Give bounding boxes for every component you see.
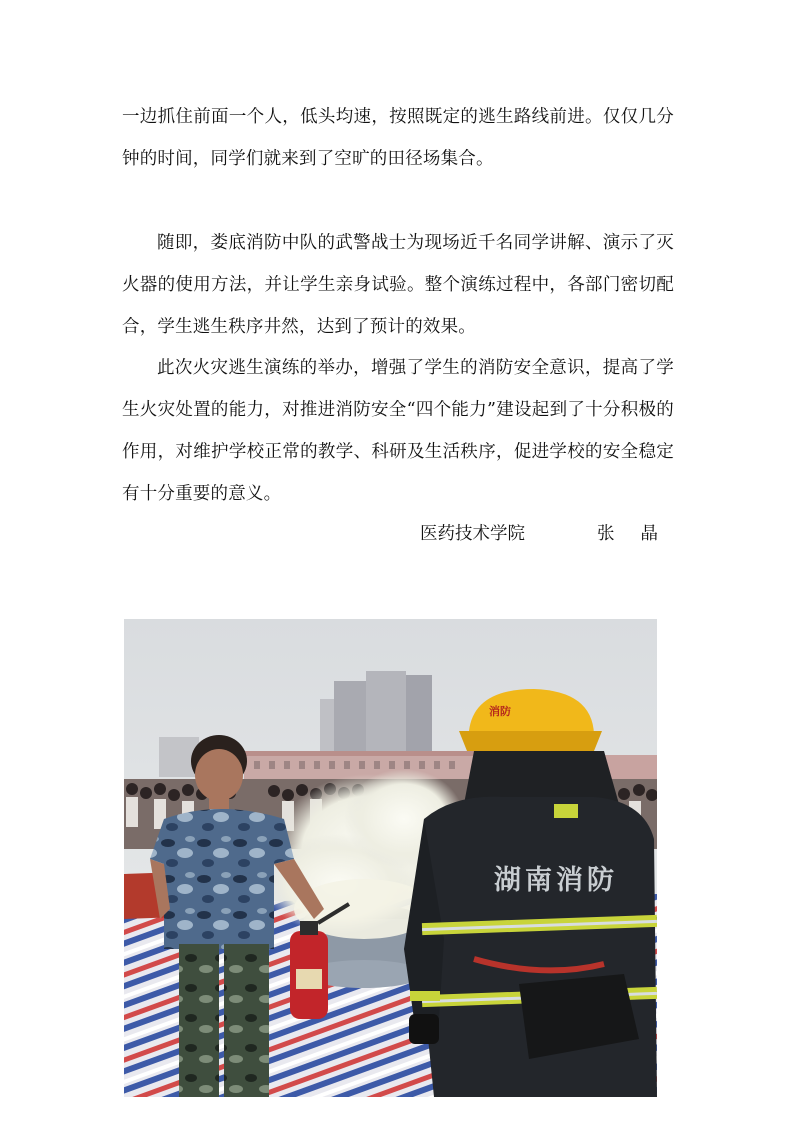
signature-author: 张晶	[597, 524, 684, 544]
signature-organization: 医药技术学院	[420, 524, 525, 544]
helmet-label: 消防	[489, 705, 511, 718]
paragraph-conclusion: 此次火灾逃生演练的举办，增强了学生的消防安全意识，提高了学生火灾处置的能力，对推进消防安全“四个能力”建设起到了十分积极的作用，对维护学校正常的教学、科研及生活秩序，促进学校的安全稳定有十分重要的意义。	[122, 358, 674, 504]
fire-drill-photo-illustration	[124, 619, 657, 1097]
paragraph-demonstration: 随即，娄底消防中队的武警战士为现场近千名同学讲解、演示了灭火器的使用方法，并让学生亲身试验。整个演练过程中，各部门密切配合，学生逃生秩序井然，达到了预计的效果。	[122, 233, 674, 337]
paragraph-continuation: 一边抓住前面一个人，低头均速，按照既定的逃生路线前进。仅仅几分钟的时间，同学们就来到了空旷的田径场集合。	[122, 107, 674, 169]
jacket-lettering: 湖南消防	[494, 865, 618, 896]
fire-drill-photo	[124, 619, 657, 1097]
